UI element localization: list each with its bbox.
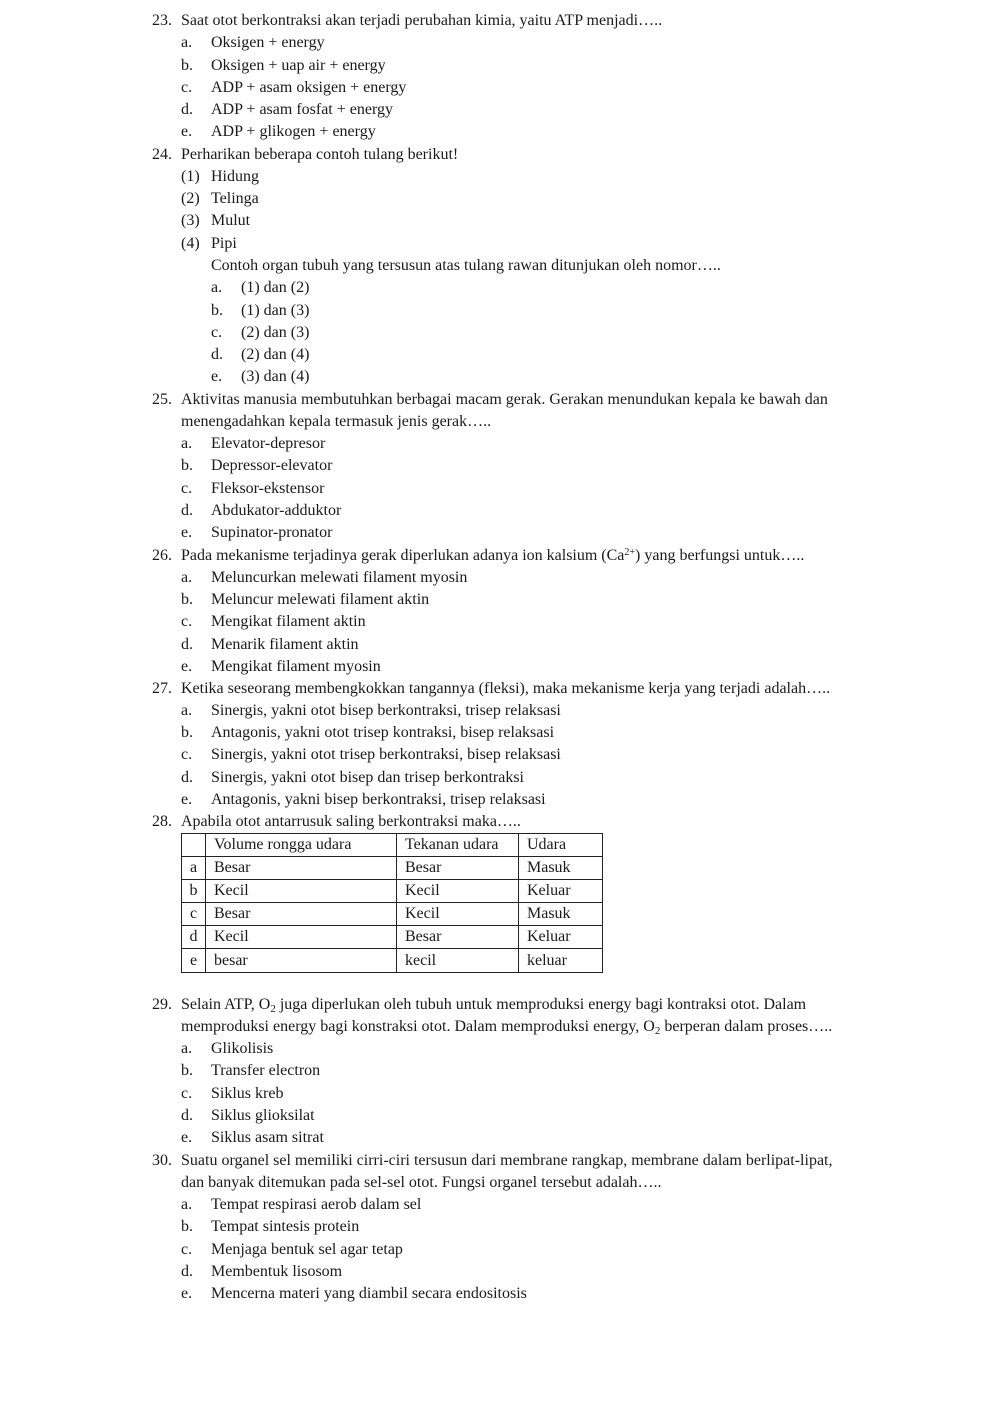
question-text: Selain ATP, $O_2$ juga diperlukan oleh tubuh untuk memproduksi energy bagi kontraksi otot. Dalam xyxy=(181,995,807,1015)
question-text: Apabila otot antarrusuk saling berkontraksi maka….. xyxy=(181,813,521,830)
table-row[interactable] xyxy=(182,949,603,972)
option-c[interactable]: c. (2) dan (3) xyxy=(211,323,310,341)
option-b[interactable]: b. Antagonis, yakni otot trisep kontraksi, bisep relaksasi xyxy=(181,724,555,742)
option-a[interactable]: a. Elevator-depresor xyxy=(181,435,326,453)
table-cell: Kecil xyxy=(206,926,397,949)
option-a[interactable]: a. Sinergis, yakni otot bisep berkontraksi, trisep relaksasi xyxy=(181,701,561,719)
question-stem xyxy=(0,10,1000,32)
table-cell: keluar xyxy=(519,949,603,972)
question-stem-continued: dan banyak ditemukan pada sel-sel otot. Fungsi organel tersebut adalah….. xyxy=(181,1173,662,1191)
table-cell: e xyxy=(182,949,206,972)
table-cell: Keluar xyxy=(519,880,603,903)
option-b[interactable]: b. Oksigen + uap air + energy xyxy=(181,56,386,74)
option-b[interactable]: b. Depressor-elevator xyxy=(181,457,333,475)
option-b[interactable]: b. Meluncur melewati filament aktin xyxy=(181,591,430,609)
question-number: 23. xyxy=(152,12,172,29)
option-a[interactable]: a. Tempat respirasi aerob dalam sel xyxy=(181,1196,422,1214)
question-27 xyxy=(0,678,1000,812)
option-e[interactable]: e. ADP + glikogen + energy xyxy=(181,123,376,141)
table-cell: Kecil xyxy=(206,880,397,903)
option-e[interactable]: e. (3) dan (4) xyxy=(211,368,310,386)
question-stem xyxy=(0,144,1000,166)
table-cell: d xyxy=(182,926,206,949)
table-cell: b xyxy=(182,880,206,903)
question-24 xyxy=(0,144,1000,389)
table-header xyxy=(182,834,206,857)
table-row[interactable] xyxy=(182,857,603,880)
table-cell: a xyxy=(182,857,206,880)
question-stem xyxy=(0,678,1000,700)
table-cell: Kecil xyxy=(397,880,519,903)
question-30 xyxy=(0,1150,1000,1306)
option-b[interactable]: b. Tempat sintesis protein xyxy=(181,1218,360,1236)
option-e[interactable]: e. Antagonis, yakni bisep berkontraksi, trisep relaksasi xyxy=(181,790,546,808)
list-item: (2) Telinga xyxy=(181,190,259,208)
list-item: (4) Pipi xyxy=(181,234,237,252)
question-stem xyxy=(0,994,1000,1016)
question-text: Suatu organel sel memiliki cirri-ciri tersusun dari membrane rangkap, membrane dalam berlipat-lipat, xyxy=(181,1151,833,1169)
answer-table xyxy=(181,833,603,973)
option-d[interactable]: d. Sinergis, yakni otot bisep dan trisep berkontraksi xyxy=(181,768,524,786)
table-header: Tekanan udara xyxy=(397,834,519,857)
option-c[interactable]: c. Mengikat filament aktin xyxy=(181,613,366,631)
option-c[interactable]: c. Sinergis, yakni otot trisep berkontraksi, bisep relaksasi xyxy=(181,746,561,764)
option-b[interactable]: b. Transfer electron xyxy=(181,1062,321,1080)
table-header: Volume rongga udara xyxy=(206,834,397,857)
table-cell: Masuk xyxy=(519,903,603,926)
option-d[interactable]: d. (2) dan (4) xyxy=(211,346,310,364)
option-a[interactable]: a. Meluncurkan melewati filament myosin xyxy=(181,568,468,586)
list-item: (3) Mulut xyxy=(181,212,251,230)
option-e[interactable]: e. Mencerna materi yang diambil secara endositosis xyxy=(181,1285,527,1303)
question-number: 24. xyxy=(152,145,172,163)
question-stem-continued: memproduksi energy bagi konstraksi otot. Dalam memproduksi energy, $O_2$ berperan dalam proses….. xyxy=(181,1017,833,1037)
table-header: Udara xyxy=(519,834,603,857)
question-prompt: Contoh organ tubuh yang tersusun atas tulang rawan ditunjukan oleh nomor….. xyxy=(211,256,721,274)
question-stem xyxy=(0,545,1000,567)
question-stem xyxy=(0,1150,1000,1172)
table-cell: Besar xyxy=(397,857,519,880)
option-e[interactable]: e. Mengikat filament myosin xyxy=(181,657,381,675)
option-d[interactable]: d. Siklus glioksilat xyxy=(181,1106,315,1124)
option-a[interactable]: a. Glikolisis xyxy=(181,1040,274,1058)
table-cell: Besar xyxy=(206,903,397,926)
option-c[interactable]: c. Menjaga bentuk sel agar tetap xyxy=(181,1240,403,1258)
list-item: (1) Hidung xyxy=(181,167,259,185)
question-number: 27. xyxy=(152,679,172,697)
table-header-row xyxy=(182,834,603,857)
question-23 xyxy=(0,10,1000,144)
question-text: Pada mekanisme terjadinya gerak diperlukan adanya ion kalsium $(Ca^{2+})$ yang berfungsi untuk….. xyxy=(181,546,805,564)
option-d[interactable]: d. Abdukator-adduktor xyxy=(181,501,342,519)
question-number: 30. xyxy=(152,1151,172,1169)
question-stem xyxy=(0,389,1000,411)
table-cell: Besar xyxy=(206,857,397,880)
question-26 xyxy=(0,545,1000,679)
table-cell: besar xyxy=(206,949,397,972)
question-stem-continued: menengadahkan kepala termasuk jenis gerak….. xyxy=(181,412,492,430)
question-number: 28. xyxy=(152,813,172,830)
table-cell: c xyxy=(182,903,206,926)
question-stem xyxy=(0,811,1000,833)
option-b[interactable]: b. (1) dan (3) xyxy=(211,301,310,319)
question-text: Ketika seseorang membengkokkan tangannya (fleksi), maka mekanisme kerja yang terjadi adalah….. xyxy=(181,679,831,697)
table-row[interactable] xyxy=(182,926,603,949)
table-cell: Besar xyxy=(397,926,519,949)
option-d[interactable]: d. Menarik filament aktin xyxy=(181,635,359,653)
table-row[interactable] xyxy=(182,903,603,926)
table-row[interactable] xyxy=(182,880,603,903)
question-29 xyxy=(0,994,1000,1150)
question-number: 25. xyxy=(152,390,172,408)
question-text: Aktivitas manusia membutuhkan berbagai macam gerak. Gerakan menundukan kepala ke bawah dan xyxy=(181,390,828,408)
question-number: 29. xyxy=(152,995,172,1013)
option-d[interactable]: d. Membentuk lisosom xyxy=(181,1262,343,1280)
question-text: Saat otot berkontraksi akan terjadi perubahan kimia, yaitu ATP menjadi….. xyxy=(181,12,663,29)
table-cell: Masuk xyxy=(519,857,603,880)
question-28 xyxy=(0,811,1000,833)
option-c[interactable]: c. Siklus kreb xyxy=(181,1084,284,1102)
table-cell: Kecil xyxy=(397,903,519,926)
option-d[interactable]: d. ADP + asam fosfat + energy xyxy=(181,101,394,119)
question-number: 26. xyxy=(152,546,172,564)
option-e[interactable]: e. Siklus asam sitrat xyxy=(181,1129,324,1147)
option-c[interactable]: c. ADP + asam oksigen + energy xyxy=(181,78,407,96)
question-25 xyxy=(0,389,1000,545)
table-cell: kecil xyxy=(397,949,519,972)
question-text: Perharikan beberapa contoh tulang berikut! xyxy=(181,145,459,163)
option-a[interactable]: a. (1) dan (2) xyxy=(211,279,310,297)
option-e[interactable]: e. Supinator-pronator xyxy=(181,524,333,542)
option-c[interactable]: c. Fleksor-ekstensor xyxy=(181,479,325,497)
option-a[interactable]: a. Oksigen + energy xyxy=(181,34,325,52)
table-cell: Keluar xyxy=(519,926,603,949)
